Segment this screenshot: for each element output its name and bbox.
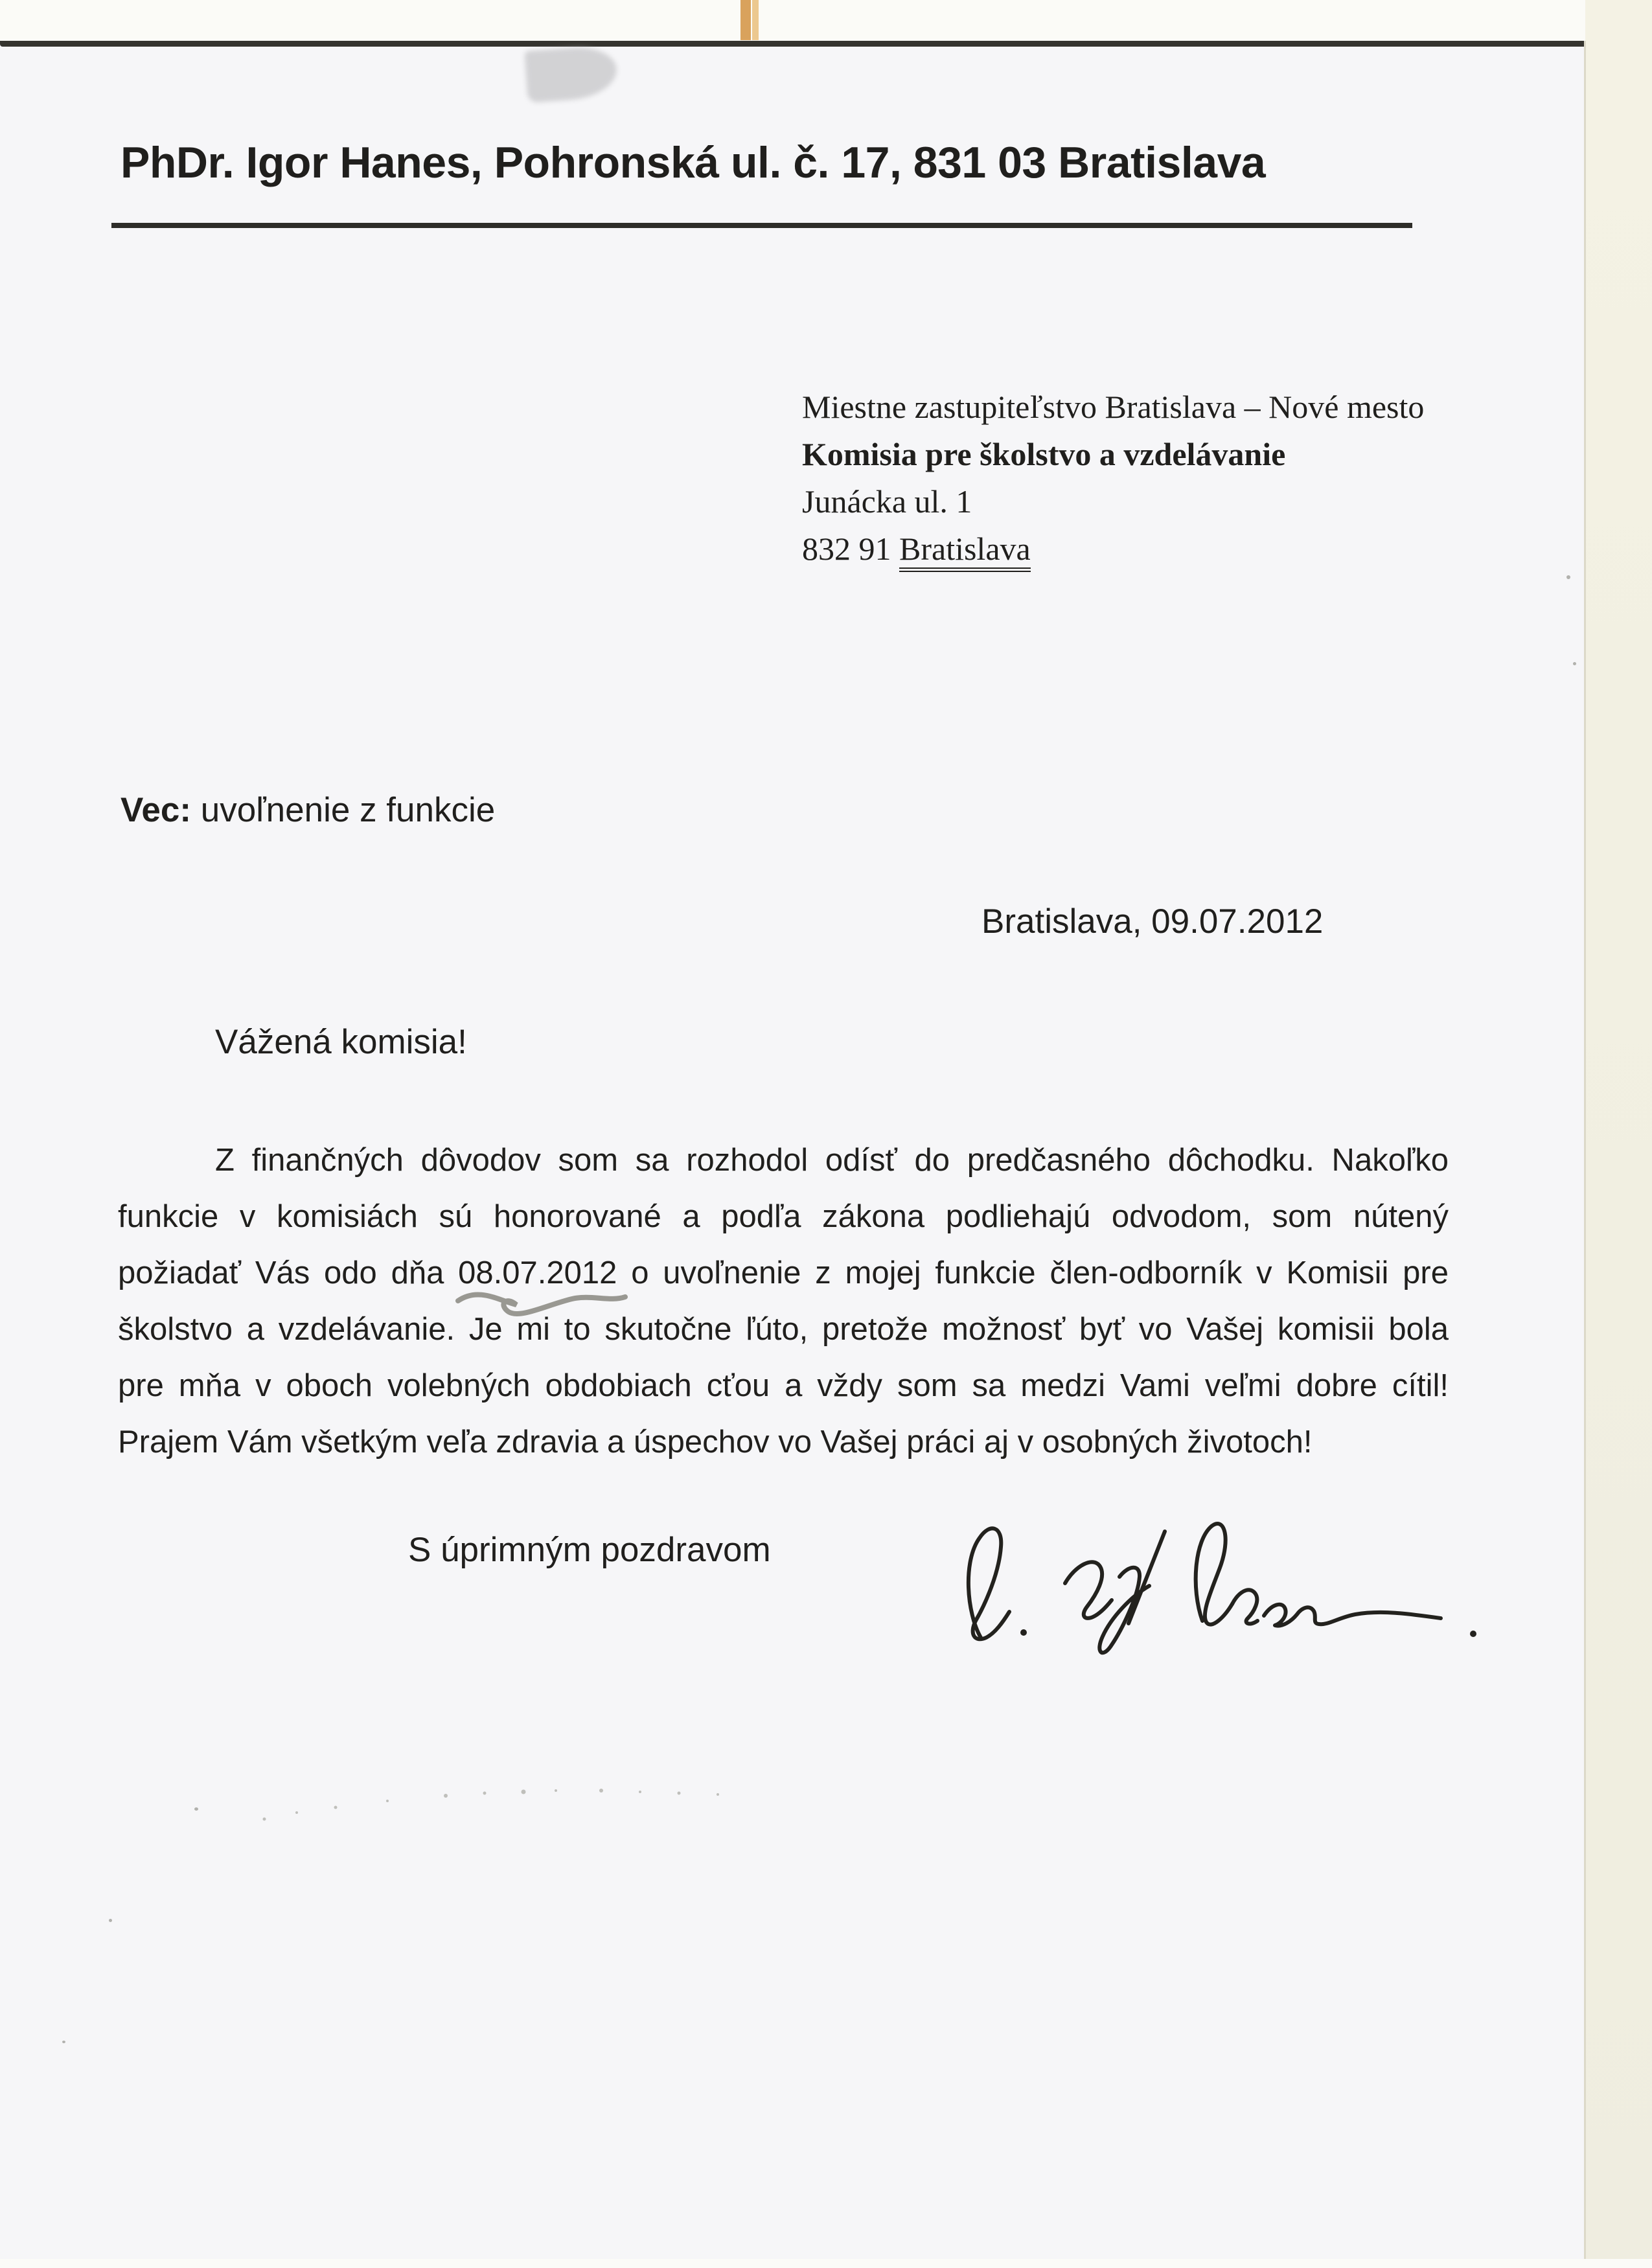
- release-date-text: 08.07.2012: [458, 1255, 617, 1290]
- paper-bottom-edge: [0, 2259, 1652, 2268]
- subject-line: [120, 790, 495, 830]
- scan-smudge: [524, 45, 618, 103]
- dust-speck: [62, 2041, 65, 2043]
- pencil-dust-trail: [251, 1781, 744, 1827]
- body-paragraph: [118, 1132, 1449, 1471]
- scan-artifact-orange-mark-light: [752, 0, 759, 40]
- subject-label: Vec:: [120, 791, 192, 829]
- body-line: funkcie v komisiách sú honorované a podľa zákona podliehajú odvodom, som nútený: [118, 1199, 1449, 1234]
- recipient-authority: Miestne zastupiteľstvo Bratislava – Nové mesto: [802, 389, 1425, 425]
- body-line-3-post: o uvoľnenie z mojej funkcie člen-odborník v Komisii pre: [617, 1255, 1449, 1290]
- recipient-address-block: [802, 384, 1424, 573]
- scanner-top-gap: [0, 0, 1652, 41]
- paper-right-edge: [1584, 41, 1586, 2268]
- dust-speck: [1573, 662, 1576, 665]
- closing-salutation: S úprimným pozdravom: [408, 1531, 771, 1569]
- body-line: školstvo a vzdelávanie. Je mi to skutočne ľúto, pretože možnosť byť vo Vašej komisii bola: [118, 1312, 1449, 1347]
- subject-text: uvoľnenie z funkcie: [191, 791, 496, 829]
- release-date: [458, 1245, 617, 1301]
- recipient-street: Junácka ul. 1: [802, 483, 972, 520]
- paper-top-edge-shadow: [0, 41, 1599, 47]
- recipient-postal-code: 832 91: [802, 531, 899, 567]
- body-line: Prajem Vám všetkým veľa zdravia a úspechov vo Vašej práci aj v osobných životoch!: [118, 1425, 1313, 1460]
- body-line-3-pre: požiadať Vás odo dňa: [118, 1255, 459, 1290]
- letterhead-rule: [111, 223, 1412, 228]
- body-line: pre mňa v oboch volebných obdobiach cťou a vždy som sa medzi Vami veľmi dobre cítil!: [118, 1368, 1449, 1403]
- handwritten-signature: [928, 1485, 1498, 1666]
- body-line: [118, 1245, 1449, 1301]
- recipient-city-line: [802, 525, 1424, 573]
- scanner-right-margin: [1585, 0, 1652, 2268]
- sender-letterhead: PhDr. Igor Hanes, Pohronská ul. č. 17, 831 03 Bratislava: [120, 138, 1266, 187]
- salutation: Vážená komisia!: [215, 1023, 467, 1061]
- dust-speck: [109, 1919, 112, 1922]
- dust-speck: [194, 1807, 198, 1811]
- place-and-date: Bratislava, 09.07.2012: [981, 902, 1324, 941]
- recipient-committee: Komisia pre školstvo a vzdelávanie: [802, 436, 1286, 472]
- recipient-city: Bratislava: [899, 531, 1031, 572]
- scan-artifact-orange-mark: [740, 0, 751, 40]
- body-line: Z finančných dôvodov som sa rozhodol odísť do predčasného dôchodku. Nakoľko: [215, 1143, 1449, 1178]
- handwritten-underline-squiggle: [452, 1281, 633, 1322]
- dust-speck: [1566, 575, 1570, 579]
